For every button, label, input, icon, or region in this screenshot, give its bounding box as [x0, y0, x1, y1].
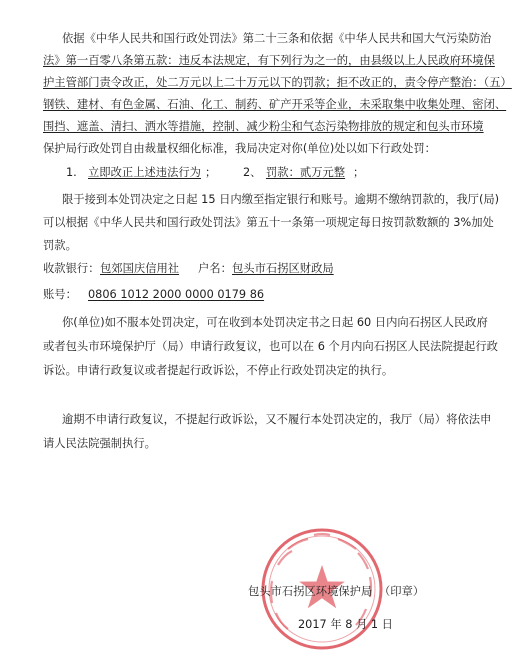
- paragraph-legal-basis-line-2: 法》第一百零八条第五款：违反本法规定，有下列行为之一的，由县级以上人民政府环境保: [43, 54, 495, 67]
- paragraph-legal-basis-line-3: 护主管部门责令改正，处二万元以上二十万元以下的罚款；拒不改正的，责令停产整治：（五）: [43, 76, 512, 89]
- account-name-value: 包头市石拐区财政局: [232, 262, 334, 275]
- paragraph-legal-basis-line-5: 围挡、遮盖、清扫、洒水等措施，控制、减少粉尘和气态污染物排放的规定和包头市环境: [43, 120, 484, 133]
- penalty-item-1: 立即改正上述违法行为: [88, 166, 201, 179]
- paragraph-legal-basis-line-1: 依据《中华人民共和国行政处罚法》第二十三条和依据《中华人民共和国大气污染防治: [62, 32, 492, 45]
- bank-label: 收款银行：: [43, 262, 100, 275]
- account-number-label: 账号：: [43, 288, 77, 301]
- issue-date: 2017 年 8 月 1 日: [298, 618, 393, 631]
- paragraph-payment-line-3: 罚款。: [43, 239, 77, 252]
- paragraph-appeal-line-1: 你(单位)如不服本处罚决定，可在收到本处罚决定书之日起 60 日内向石拐区人民政府: [62, 316, 488, 329]
- penalty-separator: ；: [205, 166, 217, 179]
- bank-value: 包郊国庆信用社: [100, 262, 180, 275]
- penalty-item-1-number: 1.: [66, 166, 77, 179]
- paragraph-enforcement-line-1: 逾期不申请行政复议，不提起行政诉讼，又不履行本处罚决定的，我厅（局）将依法申: [62, 413, 492, 426]
- paragraph-legal-basis-line-6: 保护局行政处罚自由裁量权细化标准，我局决定对你(单位)处以如下行政处罚：: [43, 142, 436, 155]
- paragraph-payment-line-2: 可以根据《中华人民共和国行政处罚法》第五十一条第一项规定每日按罚款数额的 3%加处: [43, 216, 494, 229]
- seal-note: （印章）: [379, 585, 425, 598]
- paragraph-appeal-line-3: 诉讼。申请行政复议或者提起行政诉讼，不停止行政处罚决定的执行。: [43, 364, 394, 377]
- paragraph-legal-basis-line-4: 钢铁、建材、有色金属、石油、化工、制药、矿产开采等企业，未采取集中收集处理、密闭、: [43, 98, 507, 111]
- penalty-item-2-number: 2、: [243, 166, 262, 179]
- paragraph-payment-line-1: 限于接到本处罚决定之日起 15 日内缴至指定银行和账号。逾期不缴纳罚款的，我厅(局): [62, 193, 500, 206]
- penalty-end: ；: [353, 166, 365, 179]
- account-number-value: 0806 1012 2000 0000 0179 86: [88, 288, 265, 301]
- penalty-item-2: 罚款：贰万元整: [266, 166, 346, 179]
- paragraph-appeal-line-2: 或者包头市环境保护厅（局）申请行政复议，也可以在 6 个月内向石拐区人民法院提起行政: [43, 340, 498, 353]
- issuing-authority: 包头市石拐区环境保护局: [248, 585, 373, 598]
- paragraph-enforcement-line-2: 请人民法院强制执行。: [43, 437, 156, 450]
- account-name-label: 户名：: [198, 262, 232, 275]
